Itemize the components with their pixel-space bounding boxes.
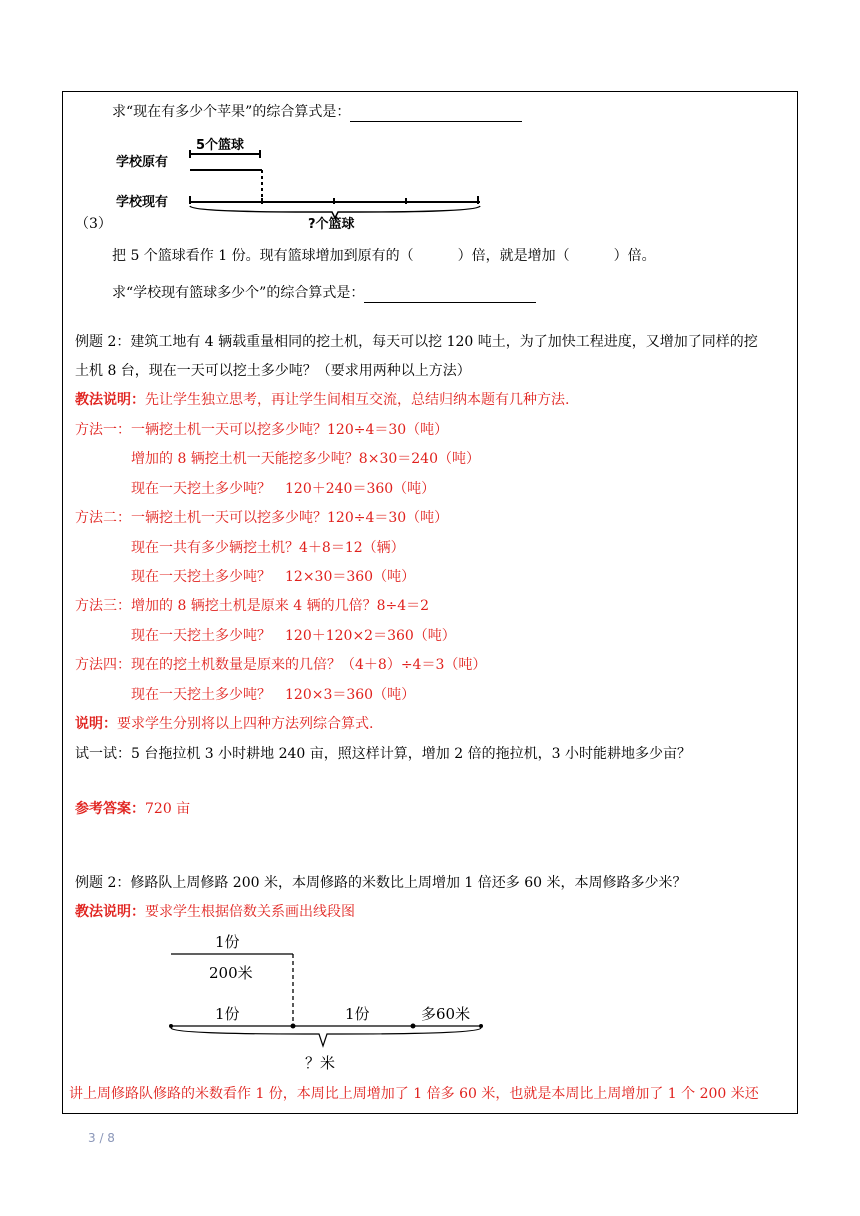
- note-line: 说明：要求学生分别将以上四种方法列综合算式.: [75, 716, 374, 732]
- fig-extra: 多60米: [421, 1005, 471, 1023]
- item-number: （3）: [75, 216, 112, 232]
- fig-share-2: 1份: [345, 1005, 370, 1023]
- fig-top-share: 1份: [215, 933, 240, 951]
- fig-top-value: 200米: [209, 964, 253, 982]
- example2b-teaching-note: 教法说明：要求学生根据倍数关系画出线段图: [75, 904, 355, 920]
- fig-label-now: 学校现有: [116, 195, 169, 210]
- answer-blank: [364, 288, 536, 303]
- method-line: 方法四：现在的挖土机数量是原来的几倍？（4＋8）÷4＝3（吨）: [75, 657, 487, 673]
- basketball-line-diagram: [112, 136, 492, 236]
- example2b-explanation: 讲上周修路队修路的米数看作 1 份，本周比上周增加了 1 倍多 60 米，也就是本周比上周增加了 1 个 200 米还: [69, 1086, 759, 1102]
- method-line: 方法一：一辆挖土机一天可以挖多少吨？120÷4＝30（吨）: [75, 422, 449, 438]
- method-line: 增加的 8 辆挖土机一天能挖多少吨？8×30＝240（吨）: [131, 451, 480, 467]
- fig-bottom-label: ?个篮球: [308, 217, 355, 232]
- method-line: 现在一天挖土多少吨？ 12×30＝360（吨）: [131, 569, 416, 585]
- answer-blank: [350, 107, 522, 122]
- reference-answer: 参考答案：720 亩: [75, 801, 191, 817]
- example2a-problem-line1: 例题 2：建筑工地有 4 辆载重量相同的挖土机，每天可以挖 120 吨土，为了加快工程进度，又增加了同样的挖: [75, 334, 758, 350]
- apples-formula-line: 求“现在有多少个苹果”的综合算式是：: [112, 102, 522, 122]
- method-line: 方法三：增加的 8 辆挖土机是原来 4 辆的几倍？8÷4＝2: [75, 598, 430, 614]
- method-line: 现在一天挖土多少吨？ 120＋120×2＝360（吨）: [131, 628, 456, 644]
- fig-top-label: 5个篮球: [196, 138, 245, 153]
- fig-share-1: 1份: [215, 1005, 240, 1023]
- method-line: 现在一天挖土多少吨？ 120＋240＝360（吨）: [131, 481, 436, 497]
- multiple-sentence: 把 5 个篮球看作 1 份。现有篮球增加到原有的（ ）倍，就是增加（ ）倍。: [112, 248, 656, 264]
- basketball-formula-line: 求“学校现有篮球多少个”的综合算式是：: [112, 283, 536, 303]
- example2a-problem-line2: 土机 8 台，现在一天可以挖土多少吨？（要求用两种以上方法）: [75, 363, 471, 379]
- road-line-diagram: [165, 928, 495, 1076]
- try-it-line: 试一试：5 台拖拉机 3 小时耕地 240 亩，照这样计算，增加 2 倍的拖拉机，3 小时能耕地多少亩？: [75, 746, 691, 762]
- example2b-problem: 例题 2：修路队上周修路 200 米，本周修路的米数比上周增加 1 倍还多 60 米，本周修路多少米？: [75, 875, 687, 891]
- method-line: 方法二：一辆挖土机一天可以挖多少吨？120÷4＝30（吨）: [75, 510, 449, 526]
- page-number: 3 / 8: [88, 1131, 115, 1145]
- method-line: 现在一天挖土多少吨？ 120×3＝360（吨）: [131, 687, 416, 703]
- fig-total: ？米: [305, 1054, 336, 1072]
- method-line: 现在一共有多少辆挖土机？4＋8＝12（辆）: [131, 540, 405, 556]
- example2a-teaching-note: 教法说明：先让学生独立思考，再让学生间相互交流，总结归纳本题有几种方法.: [75, 392, 570, 408]
- fig-label-original: 学校原有: [116, 155, 169, 170]
